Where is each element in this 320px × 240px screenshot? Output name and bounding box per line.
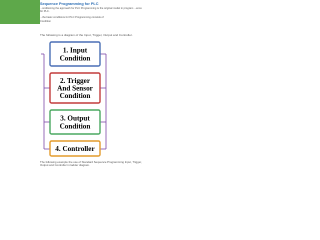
footer-text: The following example the use of Standard Sequence Programming Input, Trigger, Output and Controller in ladder diagram.: [40, 160, 142, 168]
condition-box-3-label-line-2: Condition: [59, 122, 91, 131]
condition-box-1-label-line-1: 1. Input: [62, 46, 88, 55]
condition-box-2-label-line-2: And Sensor: [57, 84, 93, 93]
condition-boxes: [50, 42, 100, 156]
condition-box-4-label-line-1: 4. Controller: [55, 145, 95, 154]
plc-condition-diagram: [0, 0, 149, 198]
condition-box-2-label-line-1: 2. Trigger: [59, 76, 91, 85]
condition-box-1-label-line-2: Condition: [59, 54, 91, 63]
intro-text: The following is a diagram of the Input, Trigger, Output and Controller.: [40, 33, 133, 37]
condition-box-2-label-line-3: Condition: [59, 92, 91, 101]
header-note: ...the basic conditions for PLC Programming consists of: [40, 16, 104, 19]
page-title: Sequence Programming for PLC: [40, 2, 99, 6]
header-description: ...onditioning the approach for PLC Programming is the original model in program ...ence for PLC.: [40, 7, 142, 14]
condition-box-3-label-line-1: 3. Output: [60, 114, 90, 123]
header-subitem: Condition: [40, 20, 51, 23]
